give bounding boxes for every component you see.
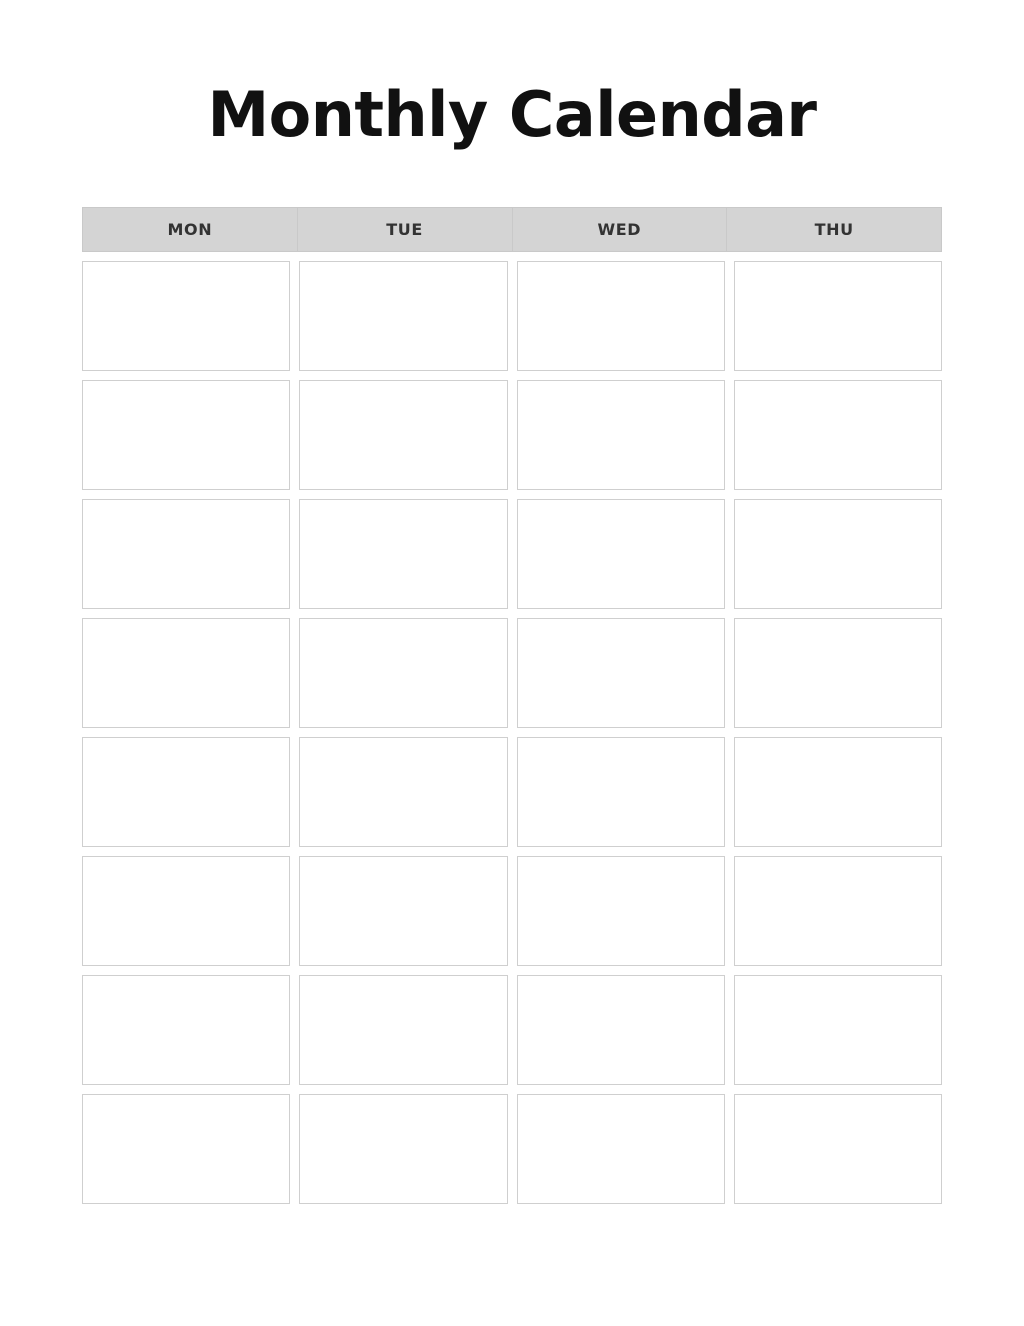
calendar-day-cell[interactable] — [734, 499, 942, 609]
day-header-thu: THU — [726, 207, 942, 252]
day-header-mon: MON — [82, 207, 298, 252]
calendar-day-cell[interactable] — [82, 618, 290, 728]
calendar-day-cell[interactable] — [82, 499, 290, 609]
calendar-week-row — [82, 380, 942, 490]
calendar-day-cell[interactable] — [517, 975, 725, 1085]
calendar-week-row — [82, 1094, 942, 1204]
calendar-day-cell[interactable] — [82, 380, 290, 490]
page-title: Monthly Calendar — [207, 78, 817, 151]
calendar-day-cell[interactable] — [517, 856, 725, 966]
calendar-week-row — [82, 618, 942, 728]
calendar-day-cell[interactable] — [299, 1094, 507, 1204]
calendar-day-cell[interactable] — [734, 261, 942, 371]
calendar-day-cell[interactable] — [299, 499, 507, 609]
calendar-day-cell[interactable] — [517, 261, 725, 371]
calendar-day-cell[interactable] — [517, 1094, 725, 1204]
calendar-week-row — [82, 499, 942, 609]
calendar-day-cell[interactable] — [517, 499, 725, 609]
calendar-grid — [82, 207, 942, 1204]
calendar-day-cell[interactable] — [299, 737, 507, 847]
calendar-day-cell[interactable] — [734, 856, 942, 966]
calendar-day-cell[interactable] — [734, 1094, 942, 1204]
calendar-day-cell[interactable] — [517, 737, 725, 847]
calendar-day-cell[interactable] — [299, 380, 507, 490]
calendar-day-cell[interactable] — [734, 618, 942, 728]
calendar-day-cell[interactable] — [734, 737, 942, 847]
day-header-wed: WED — [512, 207, 728, 252]
calendar-day-cell[interactable] — [734, 380, 942, 490]
calendar-header-row — [82, 207, 942, 252]
calendar-week-row — [82, 856, 942, 966]
calendar-day-cell[interactable] — [299, 618, 507, 728]
calendar-day-cell[interactable] — [517, 380, 725, 490]
day-header-tue: TUE — [297, 207, 513, 252]
calendar-day-cell[interactable] — [299, 975, 507, 1085]
calendar-day-cell[interactable] — [82, 1094, 290, 1204]
calendar-day-cell[interactable] — [82, 975, 290, 1085]
calendar-body — [82, 261, 942, 1204]
calendar-day-cell[interactable] — [82, 856, 290, 966]
calendar-week-row — [82, 975, 942, 1085]
calendar-day-cell[interactable] — [517, 618, 725, 728]
calendar-week-row — [82, 261, 942, 371]
calendar-day-cell[interactable] — [734, 975, 942, 1085]
calendar-day-cell[interactable] — [299, 856, 507, 966]
calendar-day-cell[interactable] — [82, 261, 290, 371]
calendar-day-cell[interactable] — [299, 261, 507, 371]
calendar-day-cell[interactable] — [82, 737, 290, 847]
calendar-week-row — [82, 737, 942, 847]
